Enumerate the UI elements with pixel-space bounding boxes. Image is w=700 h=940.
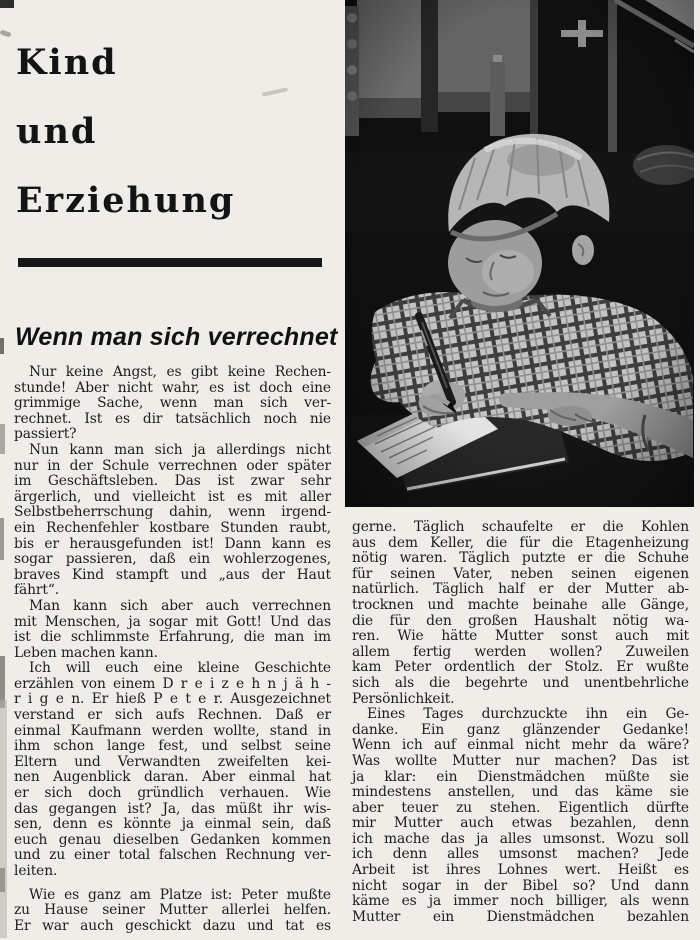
article-photo (345, 0, 694, 507)
text-line: ihm schon lange fest, und selbst seine (14, 738, 331, 755)
text-line: Selbstbeherrschung dahin, wenn irgend- (14, 504, 331, 521)
text-line: sogar passieren, daß ein wohlerzogenes, (14, 551, 331, 568)
scan-artifact (0, 424, 5, 454)
text-line: erzählen von einem D r e i z e h n j ä h - (14, 675, 331, 692)
left-column (14, 365, 331, 934)
scan-artifact (0, 656, 5, 708)
text-line: allem fertig werden wollen? Zuweilen (352, 643, 689, 660)
text-line: aus dem Keller, die für die Etagenheizung (352, 534, 689, 551)
scan-artifact (0, 338, 4, 354)
page-title (16, 28, 235, 235)
text-line: danke. Ein ganz glänzender Gedanke! (352, 721, 689, 738)
right-column (352, 520, 689, 925)
text-line: Mutter ein Dienstmädchen bezahlen (352, 908, 689, 925)
text-line: trocknen und machte beinahe alle Gänge, (352, 596, 689, 613)
text-line: bis er herausgefunden ist! Dann kann es (14, 535, 331, 552)
scan-artifact (0, 518, 4, 560)
paragraph (14, 443, 331, 599)
text-line: Nur keine Angst, es gibt keine Rechen- (29, 364, 331, 380)
text-line: und zu einer total falschen Rechnung ver- (14, 847, 331, 864)
text-line: nur in der Schule verrechnen oder später (14, 457, 331, 474)
text-line: nen Augenblick daran. Aber einmal hat (14, 769, 331, 786)
text-line: mindestens anstellen, und das käme sie (352, 784, 689, 801)
boy-writing-photo-illustration (345, 0, 694, 507)
scan-artifact (0, 29, 12, 37)
paragraph (14, 661, 331, 879)
text-line: Er war auch geschickt dazu und tat es (14, 917, 331, 934)
page-title-line: Erziehung (16, 180, 236, 221)
paragraph (14, 599, 331, 661)
scan-artifact (262, 87, 288, 96)
text-line: ren. Wie hätte Mutter sonst auch mit (352, 628, 689, 645)
paragraph (352, 707, 689, 925)
text-line: nötig waren. Täglich putzte er die Schuhe (352, 550, 689, 567)
page-title-line: Kind (16, 42, 118, 83)
text-line: euch genau dieselben Gedanken kommen (14, 831, 331, 848)
text-line: Man kann sich aber auch verrechnen (29, 597, 331, 614)
title-rule (18, 258, 322, 267)
text-line: kam Peter ordentlich der Stolz. Er wußte (352, 659, 689, 676)
text-line: ich mache das ja alles umsonst. Wozu soll (352, 830, 689, 847)
text-line: verstand er sich aufs Rechnen. Daß er (14, 707, 331, 724)
text-line: Wenn ich auf einmal nicht mehr da wäre? (352, 737, 689, 754)
text-line: er sich doch gründlich verhauen. Wie (14, 785, 331, 802)
text-line: zu Hause seiner Mutter allerlei helfen. (14, 902, 331, 919)
text-line: Ich will euch eine kleine Geschichte (29, 660, 331, 677)
text-line: nicht sogar in der Bibel so? Und dann (352, 877, 689, 894)
text-line: das gegangen ist? Ja, das müßt ihr wis- (14, 800, 331, 817)
text-line: grimmige Sache, wenn man sich ver- (14, 395, 331, 412)
text-line: Eltern und Verwandten zweifelten kei- (14, 753, 331, 770)
text-line: mir Mutter auch etwas bezahlen, denn (352, 815, 689, 832)
text-line: aber teuer zu stehen. Eigentlich dürfte (352, 799, 689, 816)
text-line: braves Kind stampft und „aus der Haut (14, 566, 331, 583)
scan-artifact (0, 700, 7, 938)
text-line: im Geschäftsleben. Das ist zwar sehr (14, 473, 331, 490)
paragraph (14, 365, 331, 443)
paragraph (14, 888, 331, 935)
text-line: gerne. Täglich schaufelte er die Kohlen (352, 519, 689, 535)
text-line: ist die schlimmste Erfahrung, die man im (14, 629, 331, 646)
text-line: leiten. (14, 863, 58, 879)
text-line: Was wollte Mutter nur machen? Das ist (352, 752, 689, 769)
text-line: Eines Tages durchzuckte ihn ein Ge- (367, 706, 689, 723)
text-line: ich denn alles umsonst machen? Jede (352, 846, 689, 863)
text-line: fährt“. (14, 582, 60, 599)
text-line: einmal Kaufmann werden wollte, stand in (14, 722, 331, 739)
page-title-line: und (16, 111, 98, 152)
text-line: Nun kann man sich ja allerdings nicht (29, 441, 331, 458)
text-line: sich als die begehrte und unentbehrliche (352, 674, 689, 691)
text-line: r i g e n. Er hieß P e t e r. Ausgezeichnet (14, 691, 331, 708)
text-line: sen, denn es könnte ja einmal sein, daß (14, 816, 331, 833)
text-line: die für den großen Haushalt nötig wa- (352, 612, 689, 629)
text-line: Arbeit ist ihres Lohnes wert. Heißt es (352, 862, 689, 879)
text-line: ja klar: ein Dienstmädchen müßte sie (352, 768, 689, 785)
text-line: Leben machen kann. (14, 644, 158, 661)
text-line: käme es ja immer noch billiger, als wenn (352, 893, 689, 910)
text-line: stunde! Aber nicht wahr, es ist doch eine (14, 379, 331, 396)
scan-artifact (0, 868, 5, 892)
text-line: natürlich. Täglich half er der Mutter ab- (352, 581, 689, 598)
article-heading: Wenn man sich verrechnet (15, 323, 338, 351)
text-line: ein Rechenfehler kostbare Stunden raubt, (14, 519, 331, 536)
text-line: Persönlichkeit. (352, 690, 455, 707)
paragraph (352, 520, 689, 707)
text-line: passiert? (14, 426, 77, 443)
text-line: für seinen Vater, neben seinen eigenen (352, 565, 689, 582)
text-line: rechnet. Ist es dir tatsächlich noch nie (14, 410, 331, 427)
text-line: mit Menschen, ja sogar mit Gott! Und das (14, 613, 331, 630)
text-line: ärgerlich, und vielleicht ist es mit aller (14, 488, 331, 505)
scan-artifact (0, 0, 14, 8)
text-line: Wie es ganz am Platze ist: Peter mußte (29, 886, 331, 903)
